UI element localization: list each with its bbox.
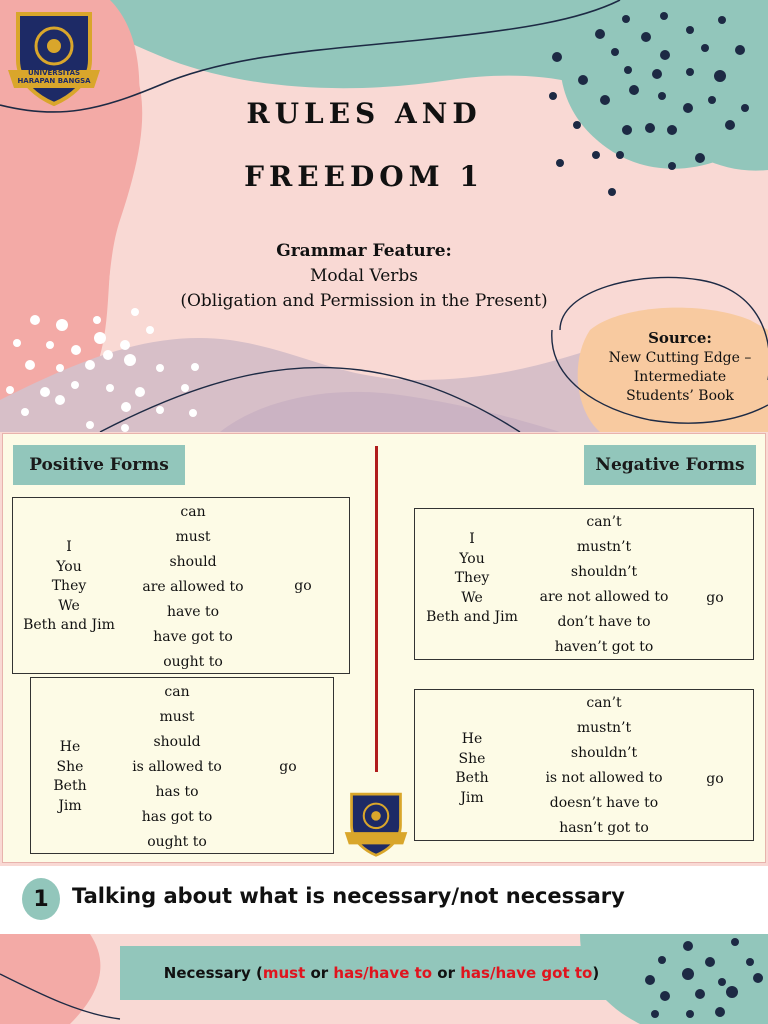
positive-singular-verb: go — [279, 759, 297, 775]
university-logo-icon — [6, 8, 102, 108]
topic: Modal Verbs — [309, 266, 418, 286]
university-logo-small-icon — [343, 790, 409, 858]
negative-plural-verb: go — [706, 590, 724, 606]
positive-forms-label: Positive Forms — [13, 445, 185, 485]
grammar-feature-label: Grammar Feature: — [276, 241, 452, 261]
positive-plural-subjects: I You They We Beth and Jim — [23, 539, 115, 633]
positive-singular-subjects: He She Beth Jim — [53, 739, 87, 814]
necessary-box: Necessary ( must or has/have to or has/have got to ) — [120, 946, 643, 1000]
term-has-have-to: has/have to — [333, 964, 433, 982]
topic-detail: (Obligation and Permission in the Present) — [180, 291, 548, 311]
hero-banner — [0, 0, 768, 432]
positive-singular-modals: can must should is allowed to has to has got to ought to — [132, 684, 222, 850]
term-has-have-got-to: has/have got to — [460, 964, 593, 982]
negative-plural-subjects: I You They We Beth and Jim — [426, 531, 518, 625]
negative-singular-modals: can’t mustn’t shouldn’t is not allowed to doesn’t have to hasn’t got to — [545, 695, 663, 836]
title-line-2: FREEDOM 1 — [244, 160, 484, 193]
positive-plural-modals: can must should are allowed to have to have got to ought to — [142, 504, 244, 670]
negative-singular-verb: go — [706, 771, 724, 787]
term-must: must — [262, 964, 306, 982]
section-heading: Talking about what is necessary/not necessary — [72, 884, 625, 908]
center-divider — [375, 446, 378, 772]
negative-forms-label: Negative Forms — [584, 445, 756, 485]
source-label: Source: — [648, 329, 712, 347]
section-number: 1 — [22, 878, 60, 920]
negative-plural-modals: can’t mustn’t shouldn’t are not allowed to don’t have to haven’t got to — [539, 514, 669, 655]
positive-plural-verb: go — [294, 578, 312, 594]
source-text: New Cutting Edge – Intermediate Students’ Book — [608, 350, 752, 404]
title-line-1: RULES AND — [246, 97, 482, 130]
negative-singular-subjects: He She Beth Jim — [455, 731, 489, 806]
logo-text: UNIVERSITAS HARAPAN BANGSA — [17, 69, 91, 85]
